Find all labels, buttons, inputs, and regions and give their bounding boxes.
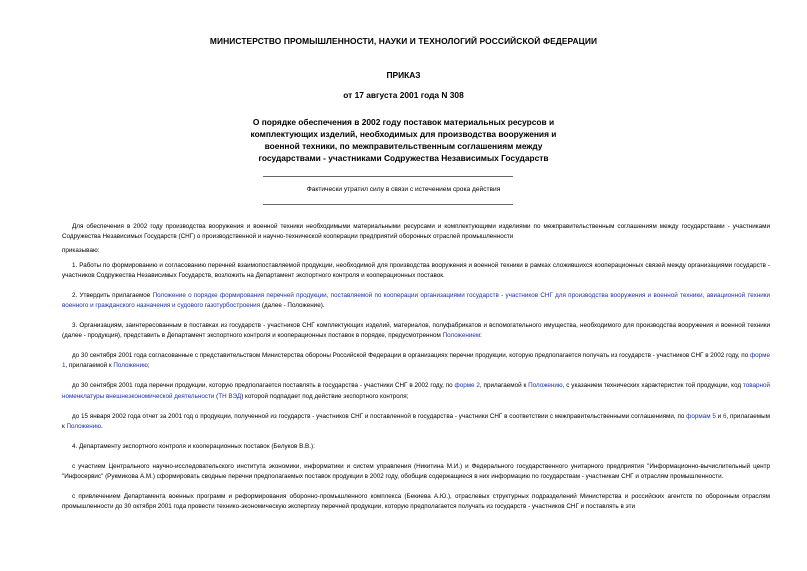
paragraph-1: 1. Работы по формированию и согласованию перечней взаимопоставляемой продукции, необходимой для производства вооружения и военной техники в рамках сложившихся кооперационных связей между организациями государств - участников Содружества Независимых Государств, возложить на Департамент экспортного контроля и кооперационных поставок. bbox=[62, 261, 770, 279]
divider-bottom bbox=[263, 204, 513, 205]
regulation-link[interactable]: Положению bbox=[66, 422, 102, 430]
tn-ved-nomenclature-link[interactable]: товарной номенклатуры внешнеэкономической деятельности bbox=[62, 382, 770, 400]
paragraph-3b: до 30 сентября 2001 года перечни продукции, которую предполагается поставлять в государства - участники СНГ в 2002 году, по форме 2, прилагаемой к Положению, с указанием технических характеристик той продукции, код товарной номенклатуры внешнеэкономической деятельности (ТН ВЭД) которой подпадает под действие экспортного контроля; bbox=[62, 382, 770, 400]
intro-paragraph: Для обеспечения в 2002 году производства вооружения и военной техники необходимыми материальными ресурсами и комплектующими изделиями по межправительственным соглашениям между государствами - участниками Содружества Независимых Государств (СНГ) о производственной и научно-технической кооперации предприятий оборонных отраслей промышленности bbox=[62, 223, 770, 241]
tn-ved-link[interactable]: ТН ВЭД bbox=[218, 392, 242, 400]
document-type: ПРИКАЗ bbox=[386, 70, 421, 80]
form-6-link[interactable]: 6 bbox=[722, 412, 727, 420]
document-date-number: от 17 августа 2001 года N 308 bbox=[343, 90, 464, 100]
title-line: комплектующих изделий, необходимых для производства вооружения и bbox=[250, 129, 557, 139]
paragraph-4b: с привлечением Департамента военных программ и реформирования оборонно-промышленного комплекса (Бекиева А.Ю.), отраслевых структурных подразделений Министерства и российских агентств по оборонным отраслям промышленности до 30 октября 2001 года провести технико-экономическую экспертизу перечней продукции, которую предполагается получать из государств - участников СНГ и поставлять в эти bbox=[62, 493, 770, 511]
paragraph-4a: с участием Центрального научно-исследовательского института экономики, информатики и систем управления (Никитина М.И.) и Федерального государственного унитарного предприятия "Информационно-вычислительный центр "Инфосервис" (Рукмикова А.М.) сформировать сводные перечни предполагаемых поставок продукции в 2002 году, обобщив содержащиеся в них информацию по государствам - участникам СНГ и отраслям промышленности. bbox=[62, 462, 770, 481]
document-title bbox=[200, 116, 607, 164]
regulation-link[interactable]: Положению bbox=[528, 382, 563, 390]
form-5-link[interactable]: формам 5 bbox=[686, 412, 716, 420]
regulation-link[interactable]: Положением bbox=[442, 332, 481, 340]
title-line: военной техники, по межправительственным соглашениям между bbox=[264, 141, 543, 151]
ministry-heading: МИНИСТЕРСТВО ПРОМЫШЛЕННОСТИ, НАУКИ И ТЕХНОЛОГИЙ РОССИЙСКОЙ ФЕДЕРАЦИИ bbox=[209, 36, 598, 46]
form-2-link[interactable]: форме 2 bbox=[454, 382, 480, 390]
title-line: государствами - участниками Содружества Независимых Государств bbox=[258, 153, 549, 163]
form-1-link[interactable]: форме 1 bbox=[62, 352, 770, 370]
paragraph-3: 3. Организациям, заинтересованным в поставках из государств - участников СНГ комплектующих изделий, материалов, полуфабрикатов и вспомогательного имущества, необходимого для производства вооружения и военной техники (далее - продукция), представить в Департамент экспортного контроля и кооперационных поставок в порядке, предусмотренном Положением: bbox=[62, 322, 770, 340]
regulation-link[interactable]: Положению bbox=[113, 362, 148, 370]
paragraph-3a: до 30 сентября 2001 года согласованные с представительством Министерства обороны Российской Федерации в организациях перечни продукции, которую предполагается получать из государств - участников СНГ в 2002 году, по форме 1, прилагаемой к Положению; bbox=[62, 352, 770, 370]
divider-top bbox=[263, 176, 513, 177]
document-body bbox=[62, 222, 770, 522]
paragraph-3c: до 15 января 2002 года отчет за 2001 год о продукции, полученной из государств - участников СНГ и поставленной в государства - участники СНГ в соответствии с межправительственными соглашениями, по формам 5 и 6, прилагаемым к Положению. bbox=[62, 412, 770, 430]
order-word: приказываю: bbox=[62, 247, 100, 255]
paragraph-2: 2. Утвердить прилагаемое Положение о порядке формирования перечней продукции, поставляемой по кооперации организациями государств - участников СНГ для производства вооружения и военной техники, авиационной техники военного и гражданского назначения и судового газотурбостроения (далее - Положение). bbox=[62, 291, 770, 310]
title-line: О порядке обеспечения в 2002 году поставок материальных ресурсов и bbox=[252, 117, 555, 127]
validity-status: Фактически утратил силу в связи с истечением срока действия bbox=[306, 186, 501, 193]
paragraph-4: 4. Департаменту экспортного контроля и кооперационных поставок (Белуков В.В.): bbox=[72, 442, 315, 450]
regulation-link[interactable]: Положение о порядке формирования перечней продукции, поставляемой по кооперации организациями государств - участников СНГ для производства вооружения и военной техники, авиационной техники военного и гражданского назначения и судового газотурбостроения bbox=[62, 291, 770, 310]
